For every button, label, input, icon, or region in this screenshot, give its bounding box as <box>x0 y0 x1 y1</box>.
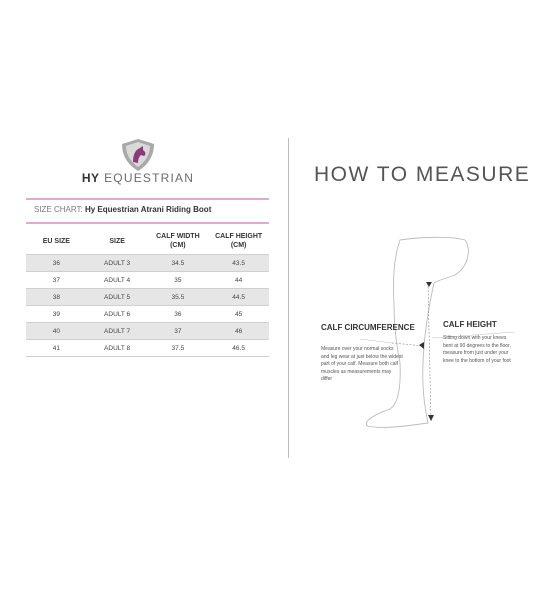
cell-eu-size: 38 <box>26 289 87 306</box>
cell-eu-size: 41 <box>26 340 87 357</box>
cell-calf-height: 45 <box>208 306 269 323</box>
column-header-eu-size: EU SIZE <box>42 237 70 245</box>
cell-size: ADULT 6 <box>87 306 148 323</box>
cell-calf-width: 37.5 <box>148 340 209 357</box>
cell-size: ADULT 5 <box>87 289 148 306</box>
size-chart-title <box>34 205 211 214</box>
size-chart-table <box>26 228 269 357</box>
calf-height-bottom-arrow-icon <box>428 415 434 421</box>
calf-height-title: CALF HEIGHT <box>443 320 497 329</box>
calf-circumference-description: Measure over your normal socks and leg wear at just below the widest part of your calf. Measure both calf muscles as measurements may differ <box>321 346 403 382</box>
calf-height-top-arrow-icon <box>426 282 432 287</box>
table-row <box>26 272 269 289</box>
cell-calf-height: 46.5 <box>208 340 269 357</box>
column-header-calf-height: CALF HEIGHT (CM) <box>215 233 263 249</box>
cell-size: ADULT 8 <box>87 340 148 357</box>
cell-size: ADULT 4 <box>87 272 148 289</box>
brand-name-rest: EQUESTRIAN <box>99 171 195 185</box>
calf-circumference-arrow-icon <box>419 342 424 349</box>
cell-calf-width: 36 <box>148 306 209 323</box>
cell-size: ADULT 7 <box>87 323 148 340</box>
size-chart-prefix: SIZE CHART: <box>34 205 85 214</box>
table-header-row <box>26 228 269 255</box>
cell-calf-height: 46 <box>208 323 269 340</box>
cell-calf-width: 37 <box>148 323 209 340</box>
column-header-calf-width: CALF WIDTH (CM) <box>156 233 200 249</box>
cell-calf-width: 35.5 <box>148 289 209 306</box>
cell-eu-size: 37 <box>26 272 87 289</box>
size-chart-header <box>26 198 269 224</box>
cell-calf-width: 35 <box>148 272 209 289</box>
brand-name <box>60 171 216 185</box>
cell-calf-height: 44 <box>208 272 269 289</box>
brand-logo-icon <box>118 138 158 172</box>
cell-calf-height: 44.5 <box>208 289 269 306</box>
cell-size: ADULT 3 <box>87 255 148 272</box>
cell-eu-size: 39 <box>26 306 87 323</box>
calf-height-description: Sitting down with your knees bent at 90 degrees to the floor, measure from just under your knee to the bottom of your foot <box>443 335 511 364</box>
table-row <box>26 340 269 357</box>
column-divider <box>288 138 289 458</box>
brand-name-bold: HY <box>81 171 100 185</box>
cell-eu-size: 40 <box>26 323 87 340</box>
column-header-size: SIZE <box>109 237 125 245</box>
table-row <box>26 323 269 340</box>
table-row <box>26 255 269 272</box>
size-chart-model: Hy Equestrian Atrani Riding Boot <box>84 205 212 214</box>
calf-circumference-pointer <box>360 339 392 343</box>
cell-eu-size: 36 <box>26 255 87 272</box>
table-row <box>26 289 269 306</box>
calf-circumference-title: CALF CIRCUMFERENCE <box>321 323 415 332</box>
cell-calf-width: 34.5 <box>148 255 209 272</box>
how-to-measure-title: HOW TO MEASURE <box>314 163 531 186</box>
cell-calf-height: 43.5 <box>208 255 269 272</box>
table-row <box>26 306 269 323</box>
